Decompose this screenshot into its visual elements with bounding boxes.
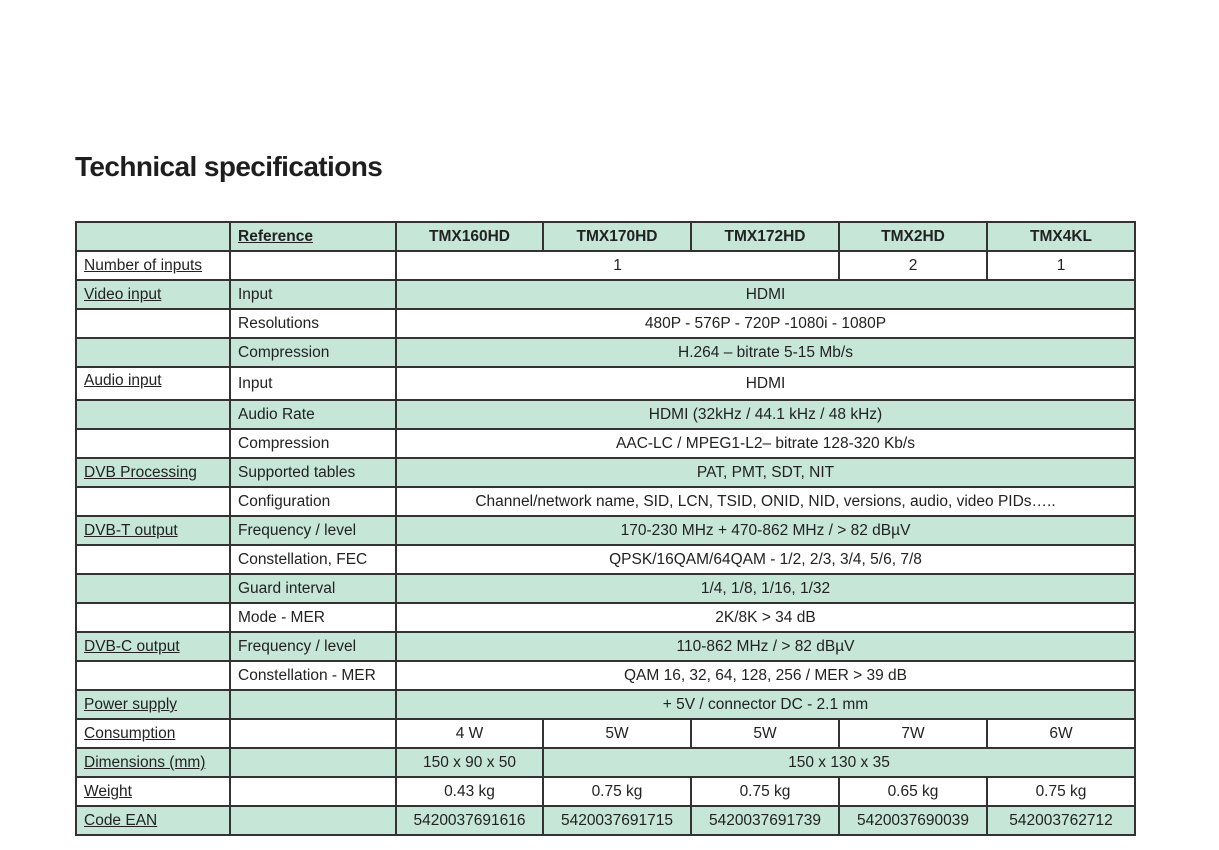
video-compression-label: Compression (230, 338, 396, 367)
consumption-tmx160hd: 4 W (396, 719, 543, 748)
ean-tmx172hd: 5420037691739 (691, 806, 839, 835)
empty-cell (76, 487, 230, 516)
ean-tmx160hd: 5420037691616 (396, 806, 543, 835)
category-code-ean: Code EAN (76, 806, 230, 835)
table-row-number-of-inputs (76, 251, 1135, 280)
table-row-code-ean (76, 806, 1135, 835)
dvb-c-frequency-label: Frequency / level (230, 632, 396, 661)
video-compression-value: H.264 – bitrate 5-15 Mb/s (396, 338, 1135, 367)
table-row-dvb-t-output (76, 516, 1135, 545)
supported-tables-label: Supported tables (230, 458, 396, 487)
model-header-tmx172hd: TMX172HD (691, 222, 839, 251)
table-row-dimensions (76, 748, 1135, 777)
table-row-dvb-c-constellation (76, 661, 1135, 690)
dvb-t-constellation-value: QPSK/16QAM/64QAM - 1/2, 2/3, 3/4, 5/6, 7/8 (396, 545, 1135, 574)
empty-cell (230, 690, 396, 719)
configuration-label: Configuration (230, 487, 396, 516)
weight-tmx160hd: 0.43 kg (396, 777, 543, 806)
table-row-guard-interval (76, 574, 1135, 603)
page-title: Technical specifications (75, 151, 383, 182)
category-dvb-c-output: DVB-C output (76, 632, 230, 661)
category-power-supply: Power supply (76, 690, 230, 719)
empty-cell (76, 574, 230, 603)
table-row-mode-mer (76, 603, 1135, 632)
configuration-value: Channel/network name, SID, LCN, TSID, ONID, NID, versions, audio, video PIDs….. (396, 487, 1135, 516)
table-row-audio-input (76, 367, 1135, 400)
consumption-tmx2hd: 7W (839, 719, 987, 748)
model-header-tmx170hd: TMX170HD (543, 222, 691, 251)
category-dvb-t-output: DVB-T output (76, 516, 230, 545)
video-input-label: Input (230, 280, 396, 309)
audio-input-label: Input (230, 367, 396, 400)
consumption-tmx4kl: 6W (987, 719, 1135, 748)
dimensions-tmx160hd: 150 x 90 x 50 (396, 748, 543, 777)
ean-tmx2hd: 5420037690039 (839, 806, 987, 835)
dvb-c-frequency-value: 110-862 MHz / > 82 dBµV (396, 632, 1135, 661)
table-row-resolutions (76, 309, 1135, 338)
table-row-audio-compression (76, 429, 1135, 458)
table-row-consumption (76, 719, 1135, 748)
empty-cell (230, 748, 396, 777)
category-audio-input: Audio input (76, 367, 230, 400)
table-row-audio-rate (76, 400, 1135, 429)
guard-interval-label: Guard interval (230, 574, 396, 603)
empty-cell (230, 251, 396, 280)
weight-tmx170hd: 0.75 kg (543, 777, 691, 806)
empty-cell (76, 400, 230, 429)
consumption-tmx172hd: 5W (691, 719, 839, 748)
specifications-table (75, 221, 1136, 836)
dimensions-models-2-5: 150 x 130 x 35 (543, 748, 1135, 777)
inputs-value-tmx4kl: 1 (987, 251, 1135, 280)
mode-mer-value: 2K/8K > 34 dB (396, 603, 1135, 632)
model-header-tmx2hd: TMX2HD (839, 222, 987, 251)
category-weight: Weight (76, 777, 230, 806)
dvb-c-constellation-value: QAM 16, 32, 64, 128, 256 / MER > 39 dB (396, 661, 1135, 690)
table-row-configuration (76, 487, 1135, 516)
table-row-dvb-processing (76, 458, 1135, 487)
power-supply-value: + 5V / connector DC - 2.1 mm (396, 690, 1135, 719)
supported-tables-value: PAT, PMT, SDT, NIT (396, 458, 1135, 487)
weight-tmx172hd: 0.75 kg (691, 777, 839, 806)
table-row-weight (76, 777, 1135, 806)
empty-cell (76, 661, 230, 690)
category-consumption: Consumption (76, 719, 230, 748)
model-header-tmx160hd: TMX160HD (396, 222, 543, 251)
model-header-tmx4kl: TMX4KL (987, 222, 1135, 251)
table-row-video-compression (76, 338, 1135, 367)
empty-cell (76, 603, 230, 632)
guard-interval-value: 1/4, 1/8, 1/16, 1/32 (396, 574, 1135, 603)
table-row-dvb-t-constellation (76, 545, 1135, 574)
resolutions-label: Resolutions (230, 309, 396, 338)
empty-cell (76, 309, 230, 338)
video-input-value: HDMI (396, 280, 1135, 309)
weight-tmx2hd: 0.65 kg (839, 777, 987, 806)
table-row-video-input (76, 280, 1135, 309)
header-row (76, 222, 1135, 251)
audio-input-value: HDMI (396, 367, 1135, 400)
header-empty-cell (76, 222, 230, 251)
category-dvb-processing: DVB Processing (76, 458, 230, 487)
category-number-of-inputs: Number of inputs (76, 251, 230, 280)
empty-cell (230, 777, 396, 806)
audio-compression-value: AAC-LC / MPEG1-L2– bitrate 128-320 Kb/s (396, 429, 1135, 458)
mode-mer-label: Mode - MER (230, 603, 396, 632)
empty-cell (230, 719, 396, 748)
resolutions-value: 480P - 576P - 720P -1080i - 1080P (396, 309, 1135, 338)
empty-cell (76, 545, 230, 574)
audio-compression-label: Compression (230, 429, 396, 458)
audio-rate-label: Audio Rate (230, 400, 396, 429)
ean-tmx170hd: 5420037691715 (543, 806, 691, 835)
weight-tmx4kl: 0.75 kg (987, 777, 1135, 806)
empty-cell (76, 429, 230, 458)
consumption-tmx170hd: 5W (543, 719, 691, 748)
dvb-t-frequency-label: Frequency / level (230, 516, 396, 545)
table-row-power-supply (76, 690, 1135, 719)
ean-tmx4kl: 542003762712 (987, 806, 1135, 835)
dvb-t-constellation-label: Constellation, FEC (230, 545, 396, 574)
table-row-dvb-c-output (76, 632, 1135, 661)
category-video-input: Video input (76, 280, 230, 309)
category-dimensions: Dimensions (mm) (76, 748, 230, 777)
inputs-value-models-1-3: 1 (396, 251, 839, 280)
dvb-c-constellation-label: Constellation - MER (230, 661, 396, 690)
empty-cell (76, 338, 230, 367)
inputs-value-tmx2hd: 2 (839, 251, 987, 280)
audio-rate-value: HDMI (32kHz / 44.1 kHz / 48 kHz) (396, 400, 1135, 429)
reference-header: Reference (230, 222, 396, 251)
empty-cell (230, 806, 396, 835)
dvb-t-frequency-value: 170-230 MHz + 470-862 MHz / > 82 dBµV (396, 516, 1135, 545)
